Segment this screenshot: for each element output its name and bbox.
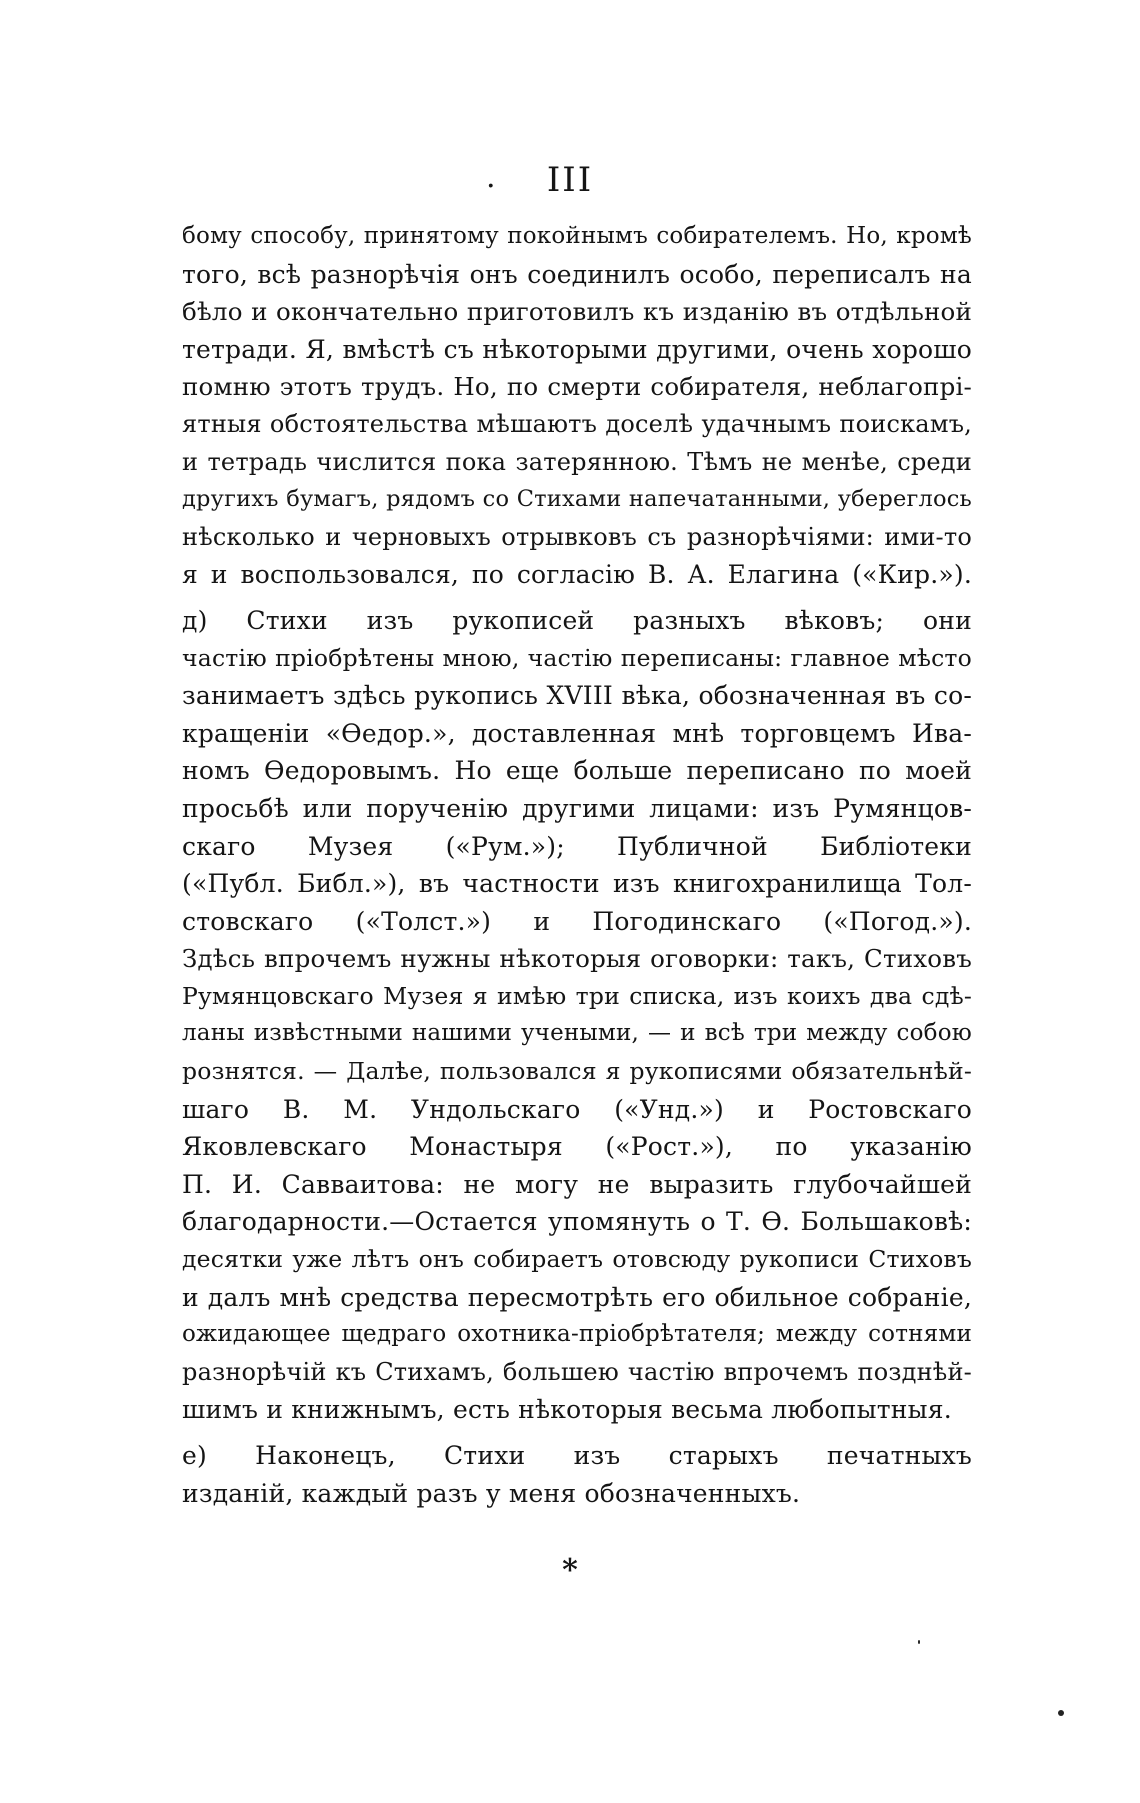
text-line: д) Стихи изъ рукописей разныхъ вѣковъ; они bbox=[182, 605, 972, 635]
text-line: Румянцовскаго Музея я имѣю три списка, изъ коихъ два сдѣ- bbox=[182, 981, 972, 1010]
text-line: другихъ бумагъ, рядомъ со Стихами напечатанными, уберeглось bbox=[182, 486, 972, 513]
text-line: шимъ и книжнымъ, есть нѣкоторыя весьма любопытныя. bbox=[182, 1395, 952, 1425]
paragraph-gap bbox=[182, 1429, 972, 1437]
text-line: нѣсколько и черновыхъ отрывковъ съ разнорѣчіями: ими-то bbox=[182, 522, 972, 551]
text-line: занимаетъ здѣсь рукопись XVIII вѣка, обозначенная въ со- bbox=[182, 681, 972, 711]
text-line: рознятся. — Далѣе, пользовался я рукописями обязательнѣй- bbox=[182, 1057, 972, 1086]
text-line: и тетрадь числится пока затерянною. Тѣмъ не менѣе, среди bbox=[182, 447, 972, 476]
text-line: бѣло и окончательно приготовилъ къ изданію въ отдѣльной bbox=[182, 297, 972, 327]
paragraph bbox=[182, 218, 972, 594]
text-line: Здѣсь впрочемъ нужны нѣкоторыя оговорки: такъ, Стиховъ bbox=[182, 944, 972, 974]
body-text bbox=[182, 218, 972, 1512]
text-line: шаго В. М. Ундольскаго («Унд.») и Ростовскаго bbox=[182, 1094, 972, 1124]
text-line: ятныя обстоятельства мѣшаютъ доселѣ удачнымъ поискамъ, bbox=[182, 409, 972, 438]
text-line: я и воспользовался, по согласію В. А. Елагина («Кир.»). bbox=[182, 560, 972, 590]
text-line: тетради. Я, вмѣстѣ съ нѣкоторыми другими, очень хорошо bbox=[182, 334, 972, 364]
text-line: и далъ мнѣ средства пересмотрѣть его обильное собраніе, bbox=[182, 1282, 972, 1312]
text-line: скаго Музея («Рум.»); Публичной Библіотеки bbox=[182, 831, 972, 861]
text-line: разнорѣчій къ Стихамъ, большею частію впрочемъ позднѣй- bbox=[182, 1357, 972, 1386]
paragraph bbox=[182, 1437, 972, 1512]
text-line: того, всѣ разнорѣчія онъ соединилъ особо, переписалъ на bbox=[182, 259, 972, 289]
text-line: е) Наконецъ, Стихи изъ старыхъ печатныхъ bbox=[182, 1441, 972, 1470]
text-line: частію пріобрѣтены мною, частію переписаны: главное мѣсто bbox=[182, 643, 972, 672]
text-line: номъ Ѳедоровымъ. Но еще больше переписано по моей bbox=[182, 756, 972, 786]
text-line: изданій, каждый разъ у меня обозначенныхъ. bbox=[182, 1478, 801, 1508]
text-line: бому способу, принятому покойнымъ собирателемъ. Но, кромѣ bbox=[182, 223, 972, 249]
text-line: благодарности.—Остается упомянуть о Т. Ѳ. Большаковѣ: bbox=[182, 1207, 972, 1237]
text-line: ожидающее щедраго охотника-пріобрѣтателя; между сотнями bbox=[182, 1321, 972, 1348]
print-speck bbox=[1058, 1710, 1064, 1716]
page-number: III bbox=[546, 160, 594, 200]
text-line: кращеніи «Ѳедор.», доставленная мнѣ торговцемъ Ива- bbox=[182, 718, 972, 748]
footer-asterisk: * bbox=[562, 1553, 578, 1588]
paragraph bbox=[182, 602, 972, 1429]
text-line: («Публ. Библ.»), въ частности изъ книгохранилища Тол- bbox=[182, 869, 972, 899]
text-line: помню этотъ трудъ. Но, по смерти собирателя, неблагопрі- bbox=[182, 372, 972, 402]
text-line: Яковлевскаго Монастыря («Рост.»), по указанію bbox=[182, 1132, 972, 1162]
text-line: П. И. Саввaитова: не могу не выразить глубочайшей bbox=[182, 1169, 972, 1199]
print-speck bbox=[918, 1640, 920, 1644]
text-line: просьбѣ или порученію другими лицами: изъ Румянцов- bbox=[182, 793, 972, 823]
text-line: ланы извѣстными нашими учеными, — и всѣ три между собою bbox=[182, 1020, 972, 1047]
paragraph-gap bbox=[182, 594, 972, 602]
page-number-dot: . bbox=[486, 160, 496, 195]
text-line: десятки уже лѣтъ онъ собираетъ отовсюду рукописи Стиховъ bbox=[182, 1245, 972, 1274]
text-line: стовскаго («Толст.») и Погодинскаго («Погод.»). bbox=[182, 906, 972, 936]
